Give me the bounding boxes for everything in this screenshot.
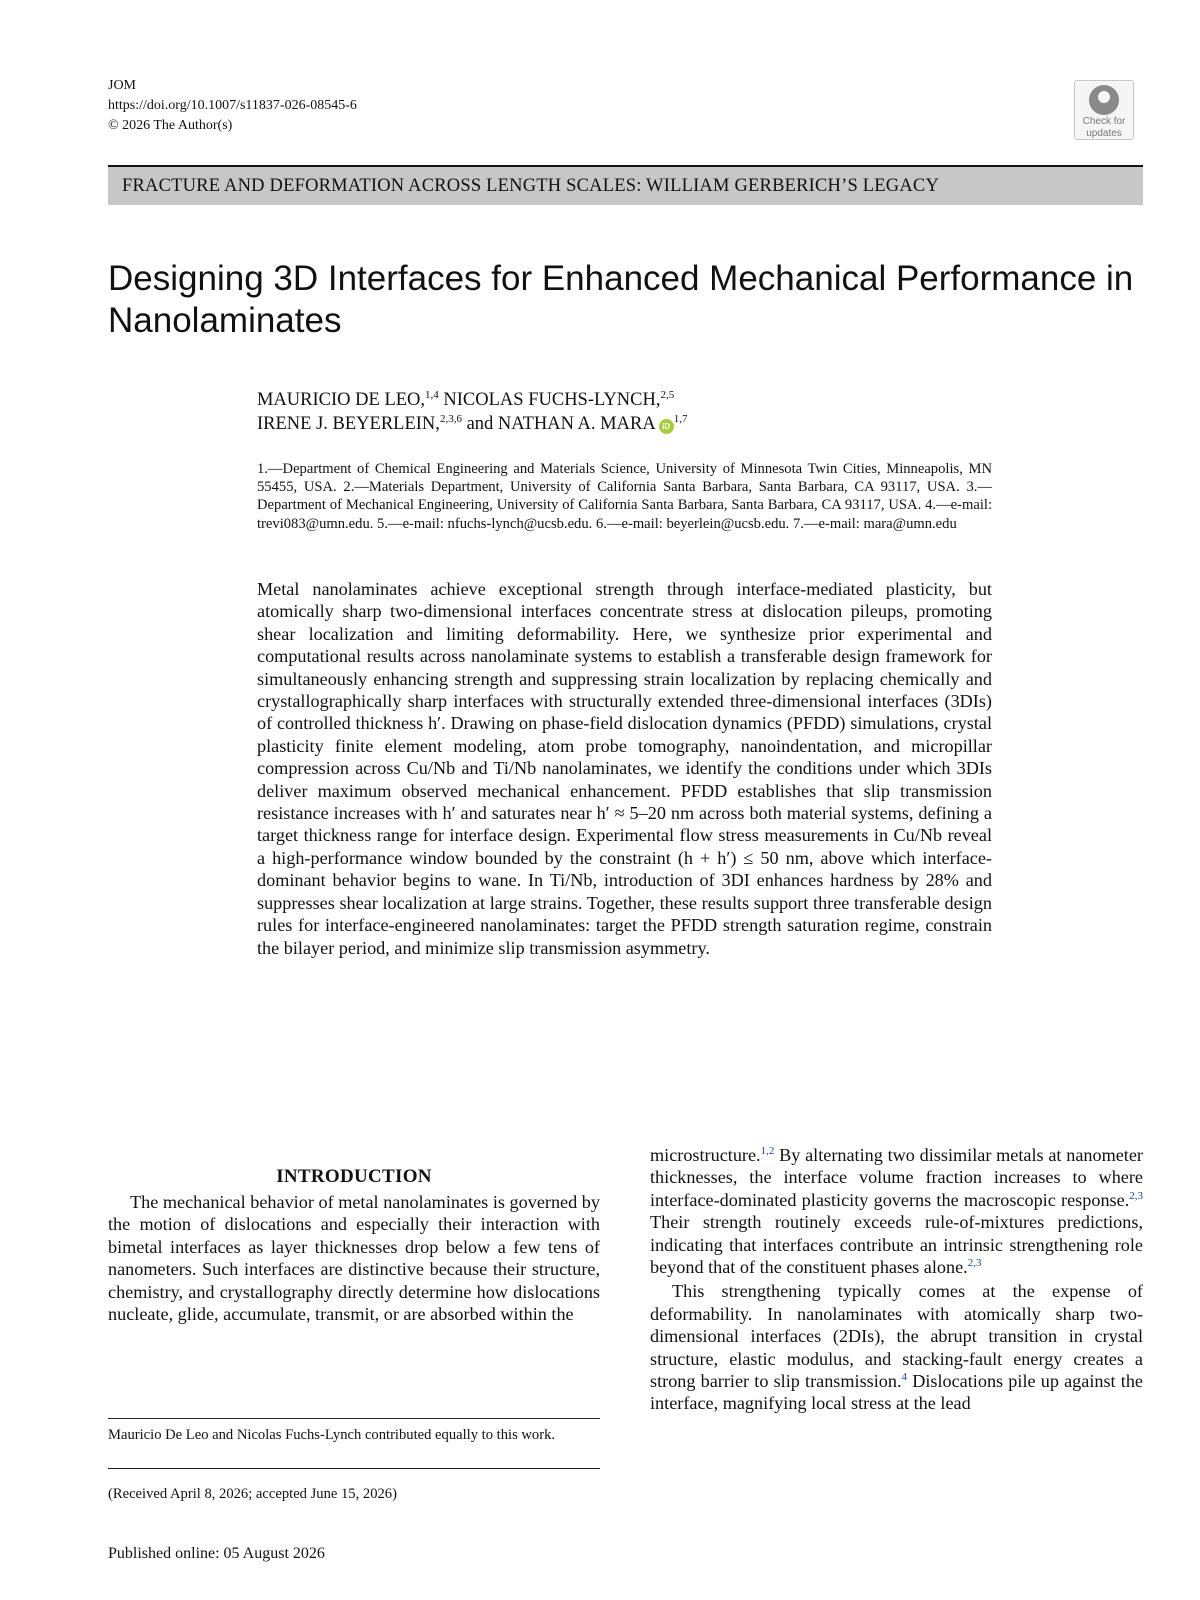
author-line-2 — [257, 412, 687, 436]
abstract: Metal nanolaminates achieve exceptional strength through interface-mediated plasticity, but atomically sharp two-dimensional interfaces concentrate stress at dislocation pileups, promoting shear localization and limiting deformability. Here, we synthesize prior experimental and computational results across nanolaminate systems to establish a transferable design framework for simultaneously enhancing strength and suppressing strain localization by replacing chemically and crystallographically sharp interfaces with structurally extended three-dimensional interfaces (3DIs) of controlled thickness h′. Drawing on phase-field dislocation dynamics (PFDD) simulations, crystal plasticity finite element modeling, atom probe tomography, nanoindentation, and micropillar compression across Cu/Nb and Ti/Nb nanolaminates, we identify the conditions under which 3DIs deliver maximum observed mechanical enhancement. PFDD establishes that slip transmission resistance increases with h′ and saturates near h′ ≈ 5–20 nm across both material systems, defining a target thickness range for interface design. Experimental flow stress measurements in Cu/Nb reveal a high-performance window bounded by the constraint (h + h′) ≤ 50 nm, above which interface-dominant behavior begins to wane. In Ti/Nb, introduction of 3DI enhances hardness by 28% and suppresses shear localization at large strains. Together, these results support three transferable design rules for interface-engineered nanolaminates: target the PFDD strength saturation regime, constrain the bilayer period, and minimize slip transmission asymmetry. — [257, 579, 992, 958]
article-title: Designing 3D Interfaces for Enhanced Mechanical Performance in Nanolaminates — [108, 259, 1134, 340]
journal-name: JOM — [108, 78, 137, 93]
author-name: and NATHAN A. MARA — [461, 414, 656, 434]
received-dates: (Received April 8, 2026; accepted June 15, 2026) — [108, 1486, 397, 1502]
series-banner — [108, 165, 1143, 205]
series-title: FRACTURE AND DEFORMATION ACROSS LENGTH SCALES: WILLIAM GERBERICH’S LEGACY — [122, 176, 940, 196]
body-paragraph: The mechanical behavior of metal nanolaminates is governed by the motion of dislocations and especially their interaction with bimetal interfaces as layer thicknesses drop below a few tens of nanometers. Such interfaces are distinctive because their structure, chemistry, and crystallography directly determine how dislocations nucleate, glide, accumulate, transmit, or are absorbed within the — [108, 1192, 600, 1325]
orcid-icon[interactable]: iD — [659, 419, 674, 434]
body-text: Dislocations pile up against the interface, magnifying local stress at the lead — [650, 1371, 1143, 1414]
footnote-divider — [108, 1418, 600, 1419]
body-text: microstructure. — [650, 1145, 761, 1165]
author-name: NICOLAS FUCHS-LYNCH, — [438, 390, 661, 410]
updates-label: updates — [1086, 128, 1122, 139]
citation-link[interactable]: 2,3 — [1129, 1189, 1143, 1202]
crossmark-icon — [1089, 85, 1119, 115]
body-paragraph — [650, 1144, 1143, 1278]
author-affiliation-ref: 2,3,6 — [439, 413, 462, 425]
author-affiliation-ref: 2,5 — [660, 389, 675, 401]
article-header-meta — [108, 76, 357, 136]
author-affiliation-ref: 1,7 — [673, 413, 688, 425]
body-text: Their strength routinely exceeds rule-of-mixtures predictions, indicating that interfaces contribute an intrinsic strengthening role beyond that of the constituent phases alone. — [650, 1212, 1143, 1278]
author-affiliation-ref: 1,4 — [425, 389, 439, 401]
footnote-divider — [108, 1468, 600, 1469]
equal-contribution-note: Mauricio De Leo and Nicolas Fuchs-Lynch contributed equally to this work. — [108, 1427, 556, 1443]
body-right-column — [650, 1144, 1143, 1415]
citation-link[interactable]: 4 — [901, 1371, 908, 1384]
doi-link[interactable]: https://doi.org/10.1007/s11837-026-08545-6 — [108, 98, 357, 113]
author-list — [257, 388, 687, 436]
copyright-line: © 2026 The Author(s) — [108, 118, 233, 133]
author-name: IRENE J. BEYERLEIN, — [257, 414, 440, 434]
author-line-1 — [257, 388, 687, 412]
body-paragraph — [650, 1280, 1143, 1414]
author-name: MAURICIO DE LEO, — [257, 390, 426, 410]
check-for-label: Check for — [1082, 116, 1126, 127]
citation-link[interactable]: 2,3 — [967, 1257, 982, 1270]
affiliations: 1.—Department of Chemical Engineering and Materials Science, University of Minnesota Twin Cities, Minneapolis, MN 55455, USA. 2.—Materials Department, University of California Santa Barbara, Santa Barbara, CA 93117, USA. 3.—Department of Mechanical Engineering, University of California Santa Barbara, Santa Barbara, CA 93117, USA. 4.—e-mail: trevi083@umn.edu. 5.—e-mail: nfuchs-lynch@ucsb.edu. 6.—e-mail: beyerlein@ucsb.edu. 7.—e-mail: mara@umn.edu — [257, 461, 992, 532]
body-text: By alternating two dissimilar metals at nanometer thicknesses, the interface volume fraction increases to where interface-dominated plasticity governs the macroscopic response. — [650, 1145, 1143, 1210]
body-text: This strengthening typically comes at the expense of deformability. In nanolaminates with atomically sharp two-dimensional interfaces (2DIs), the abrupt transition in crystal structure, elastic modulus, and stacking-fault energy creates a strong barrier to slip transmission. — [650, 1281, 1143, 1392]
section-heading-introduction: INTRODUCTION — [276, 1166, 432, 1187]
check-for-updates-button[interactable] — [1074, 80, 1134, 140]
citation-link[interactable]: 1,2 — [760, 1145, 775, 1157]
published-online-date: Published online: 05 August 2026 — [108, 1545, 325, 1562]
body-left-column — [108, 1165, 600, 1325]
